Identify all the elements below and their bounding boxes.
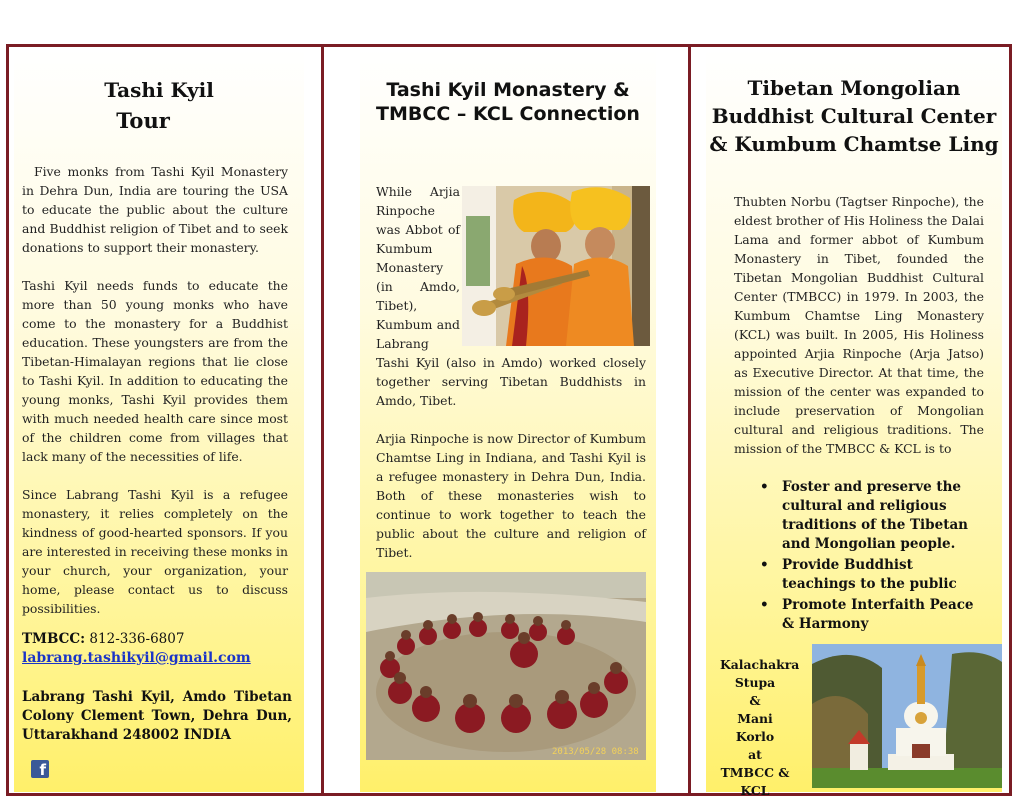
- center-history: Thubten Norbu (Tagtser Rinpoche), the eldest brother of His Holiness the Dalai Lama and former abbot of Kumbum Monastery in Tibet, founded the Tibetan Mongolian Buddhist Cultural Center (TMBCC) in 1979. In 2003, the Kumbum Chamtse Ling Monastery (KCL) was built. In 2005, His Holiness appointed Arjia Rinpoche (Arja Jatso) as Executive Director. At that time, the mission of the center was expanded to include preservation of Mongolian cultural and religious traditions. The mission of the TMBCC & KCL is to: [734, 194, 984, 456]
- photo-timestamp: 2013/05/28 08:38: [552, 747, 639, 757]
- paragraph: Since Labrang Tashi Kyil is a refugee monastery, it relies completely on the kindness of good-hearted sponsors. If you are interested in receiving these monks in your church, your organization, your home, please contact us to discuss possibilities.: [22, 487, 288, 616]
- list-item: [752, 556, 988, 594]
- list-item-text: Promote Interfaith Peace & Harmony: [782, 597, 974, 632]
- monks-horn-photo: [462, 186, 650, 346]
- middle-panel: [360, 50, 656, 792]
- panel-title: Tashi Kyil Monastery & TMBCC – KCL Connection: [376, 79, 640, 125]
- young-monks-circle-photo: [366, 572, 646, 760]
- caption-line: at: [748, 747, 762, 762]
- bullet-icon: •: [760, 479, 769, 495]
- paragraph: Arjia Rinpoche is now Director of Kumbum Chamtse Ling in Indiana, and Tashi Kyil is a refugee monastery in Dehra Dun, India. Both of these monasteries wish to continue to work together to teach the public about the culture and religion of Tibet.: [376, 431, 646, 560]
- caption-line: Stupa: [734, 675, 776, 690]
- caption-line: KCL: [740, 783, 770, 798]
- facebook-icon[interactable]: f: [31, 760, 49, 778]
- phone-number: 812-336-6807: [89, 631, 185, 647]
- mission-list: [752, 478, 988, 636]
- tour-description: [22, 162, 288, 637]
- column-divider-left: [321, 44, 324, 796]
- bullet-icon: •: [760, 597, 769, 613]
- list-item: [752, 478, 988, 554]
- caption-line: Kalachakra: [720, 657, 800, 672]
- phone-label: TMBCC:: [22, 631, 86, 647]
- panel-title-line1: Tashi Kyil: [104, 78, 214, 102]
- column-divider-right: [688, 44, 691, 796]
- photo-caption: [720, 656, 800, 800]
- caption-line: TMBCC &: [720, 765, 790, 780]
- paragraph: Tashi Kyil (also in Amdo) worked closely together serving Tibetan Buddhists in Amdo, Tibet.: [376, 355, 646, 408]
- stupa-photo: [812, 644, 1002, 788]
- left-panel: [14, 50, 304, 792]
- contact-block: [22, 630, 292, 668]
- paragraph: Five monks from Tashi Kyil Monastery in Dehra Dun, India are touring the USA to educate the public about the culture and Buddhist religion of Tibet and to seek donations to support their monastery.: [22, 164, 288, 255]
- connection-intro: While Arjia Rinpoche was Abbot of Kumbum Monastery (in Amdo, Tibet), Kumbum and Labrang: [376, 184, 460, 351]
- connection-text: [376, 353, 646, 581]
- panel-title: Tibetan Mongolian Buddhist Cultural Center & Kumbum Chamtse Ling: [709, 76, 999, 156]
- bullet-icon: •: [760, 557, 769, 573]
- panel-title-line2: Tour: [116, 108, 170, 133]
- paragraph: Tashi Kyil needs funds to educate the more than 50 young monks who have come to the monastery for a Buddhist education. These youngsters are from the Tibetan-Himalayan regions that lie close to Tashi Kyil. In addition to educating the young monks, Tashi Kyil provides them with much needed health care since most of the children come from villages that lack many of the necessities of life.: [22, 278, 288, 464]
- list-item-text: Foster and preserve the cultural and religious traditions of the Tibetan and Mongolian people.: [782, 479, 969, 552]
- right-panel: [706, 50, 1002, 798]
- list-item-text: Provide Buddhist teachings to the public: [782, 557, 957, 592]
- list-item: [752, 596, 988, 634]
- mailing-address: Labrang Tashi Kyil, Amdo Tibetan Colony Clement Town, Dehra Dun, Uttarakhand 248002 INDIA: [22, 689, 292, 743]
- caption-line: &: [749, 693, 761, 708]
- caption-line: Mani Korlo: [735, 711, 775, 744]
- email-link[interactable]: labrang.tashikyil@gmail.com: [22, 650, 251, 666]
